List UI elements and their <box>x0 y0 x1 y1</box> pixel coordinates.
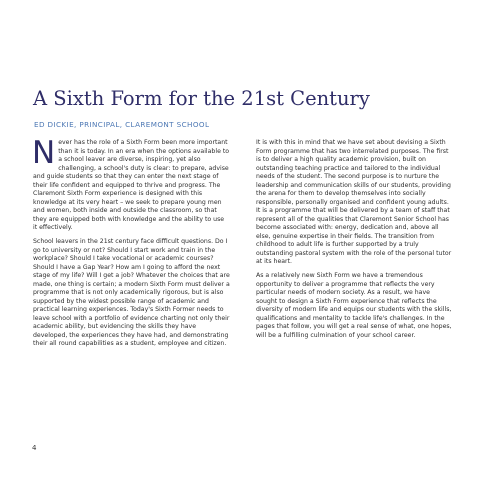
page-title: A Sixth Form for the 21st Century <box>33 87 370 110</box>
paragraph: School leavers in the 21st century face difficult questions. Do I go to university or not? Should I start work and train in the workplace? Should I take vocational or academic courses? Should I have a Gap Year? How am I going to afford the next stage of my life? Will I get a job? Whatever the choices that are made, one thing is certain; a modern Sixth Form must deliver a programme that is not only academically rigorous, but is also supported by the widest possible range of academic and practical learning experiences. Today's Sixth Former needs to leave school with a portfolio of evidence charting not only their academic ability, but evidencing the skills they have developed, the experiences they have had, and demonstrating their all round capabilities as a student, employee and citizen. <box>33 238 230 347</box>
author-byline: ED DICKIE, PRINCIPAL, CLAREMONT SCHOOL <box>34 120 210 129</box>
right-column <box>256 139 453 346</box>
paragraph: As a relatively new Sixth Form we have a tremendous opportunity to deliver a programme that reflects the very particular needs of modern society. As a result, we have sought to design a Sixth Form experience that reflects the diversity of modern life and equips our students with the skills, qualifications and mentality to tackle life's challenges. In the pages that follow, you will get a real sense of what, one hopes, will be a fulfilling culmination of your school career. <box>256 272 452 339</box>
paragraph: It is with this in mind that we have set about devising a Sixth Form programme that has two interrelated purposes. The first is to deliver a high quality academic provision, built on outstanding teaching practice and tailored to the individual needs of the student. The second purpose is to nurture the leadership and communication skills of our students, providing the arena for them to develop themselves into socially responsible, personally organised and confident young adults. It is a programme that will be delivered by a team of staff that represent all of the qualities that Claremont Senior School has become associated with: energy, dedication and, above all else, genuine expertise in their fields. The transition from childhood to adult life is further supported by a truly outstanding pastoral system with the role of the personal tutor at its heart. <box>256 139 452 265</box>
left-column <box>32 135 230 354</box>
page-number: 4 <box>32 444 37 452</box>
paragraph-text: ever has the role of a Sixth Form been more important than it is today. In an era when the options available to a school leaver are diverse, inspiring, yet also challenging, a school's duty is clear: to prepare, advise and guide students so that they can enter the next stage of their life confident and equipped to thrive and progress. The Claremont Sixth Form experience is designed with this knowledge at its very heart – we seek to prepare young men and women, both inside and outside the classroom, so that they are equipped both with knowledge and the ability to use it effectively. <box>33 139 230 231</box>
paragraph <box>32 135 230 233</box>
drop-cap: N <box>32 135 56 171</box>
